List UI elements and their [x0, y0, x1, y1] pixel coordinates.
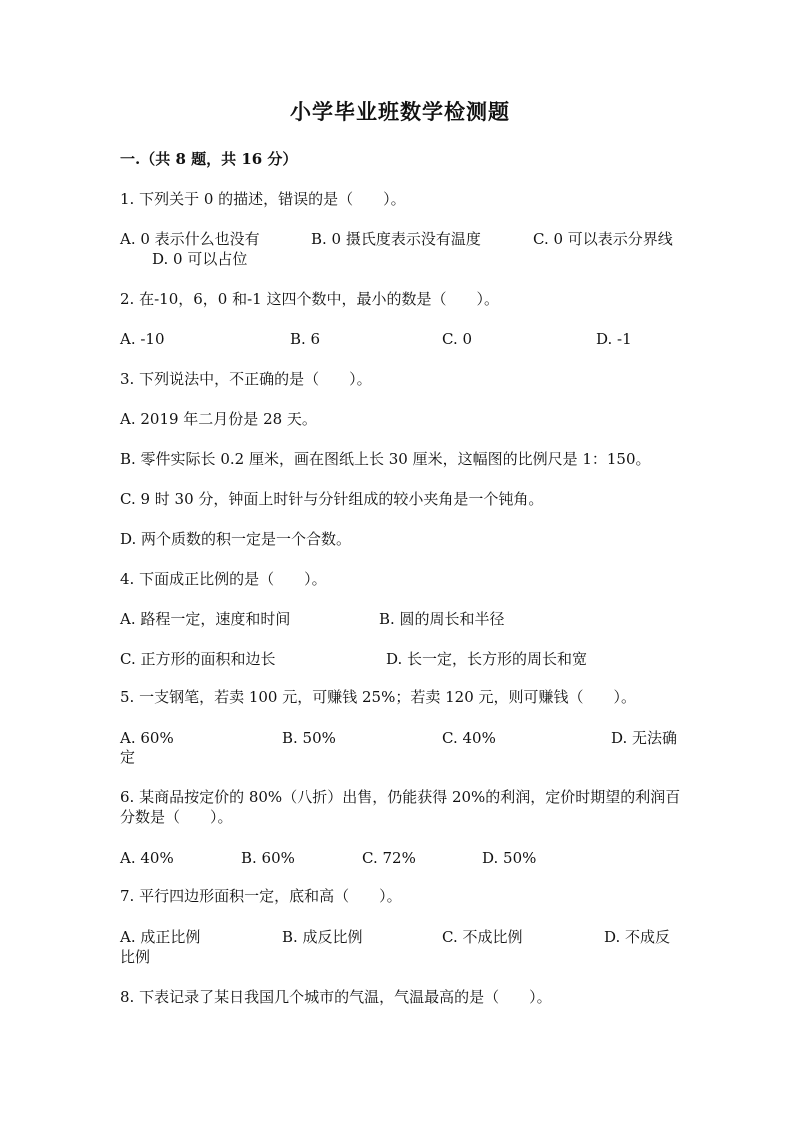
question-1-option-c: C. 0 可以表示分界线 [533, 230, 673, 248]
question-3-stem: 3. 下列说法中，不正确的是（ ）。 [120, 370, 372, 388]
question-4-option-a: A. 路程一定，速度和时间 [120, 610, 291, 628]
question-5-option-d: D. 无法确 [611, 729, 678, 747]
question-1-option-a: A. 0 表示什么也没有 [120, 230, 260, 248]
question-7-option-a: A. 成正比例 [120, 928, 201, 946]
question-7-option-d: D. 不成反 [604, 928, 671, 946]
question-4-option-b: B. 圆的周长和半径 [379, 610, 505, 628]
question-4-stem: 4. 下面成正比例的是（ ）。 [120, 570, 327, 588]
question-3-option-c: C. 9 时 30 分，钟面上时针与分针组成的较小夹角是一个钝角。 [120, 490, 544, 508]
question-6-option-b: B. 60% [241, 849, 295, 867]
question-1-option-d: D. 0 可以占位 [152, 250, 248, 268]
question-5-stem: 5. 一支钢笔，若卖 100 元，可赚钱 25%；若卖 120 元，则可赚钱（ ）。 [120, 688, 637, 706]
question-5-option-c: C. 40% [442, 729, 496, 747]
question-2-option-d: D. -1 [596, 330, 632, 348]
question-3-option-b: B. 零件实际长 0.2 厘米，画在图纸上长 30 厘米，这幅图的比例尺是 1：150。 [120, 450, 651, 468]
question-2-option-c: C. 0 [442, 330, 473, 348]
question-7-option-c: C. 不成比例 [442, 928, 523, 946]
question-4-option-c: C. 正方形的面积和边长 [120, 650, 276, 668]
question-7-option-b: B. 成反比例 [282, 928, 363, 946]
question-5-option-b: B. 50% [282, 729, 336, 747]
question-3-option-d: D. 两个质数的积一定是一个合数。 [120, 530, 352, 548]
question-2-option-a: A. -10 [120, 330, 165, 348]
question-6-option-a: A. 40% [120, 849, 174, 867]
question-2-option-b: B. 6 [290, 330, 321, 348]
question-8-stem: 8. 下表记录了某日我国几个城市的气温，气温最高的是（ ）。 [120, 988, 552, 1006]
question-6-option-d: D. 50% [482, 849, 537, 867]
question-5-option-a: A. 60% [120, 729, 174, 747]
question-2-stem: 2. 在-10，6，0 和-1 这四个数中，最小的数是（ ）。 [120, 290, 499, 308]
question-6-option-c: C. 72% [362, 849, 416, 867]
question-7-stem: 7. 平行四边形面积一定，底和高（ ）。 [120, 887, 402, 905]
question-1-option-b: B. 0 摄氏度表示没有温度 [311, 230, 481, 248]
question-5-option-d-wrap: 定 [120, 748, 136, 766]
question-6-stem-line-2: 分数是（ ）。 [120, 808, 233, 826]
page-title: 小学毕业班数学检测题 [290, 99, 510, 124]
question-6-stem-line-1: 6. 某商品按定价的 80%（八折）出售，仍能获得 20%的利润，定价时期望的利润百 [120, 788, 681, 806]
question-7-option-d-wrap: 比例 [120, 948, 151, 966]
question-3-option-a: A. 2019 年二月份是 28 天。 [120, 410, 317, 428]
question-1-stem: 1. 下列关于 0 的描述，错误的是（ ）。 [120, 190, 406, 208]
section-heading: 一.（共 8 题，共 16 分） [120, 150, 298, 168]
question-4-option-d: D. 长一定，长方形的周长和宽 [386, 650, 588, 668]
